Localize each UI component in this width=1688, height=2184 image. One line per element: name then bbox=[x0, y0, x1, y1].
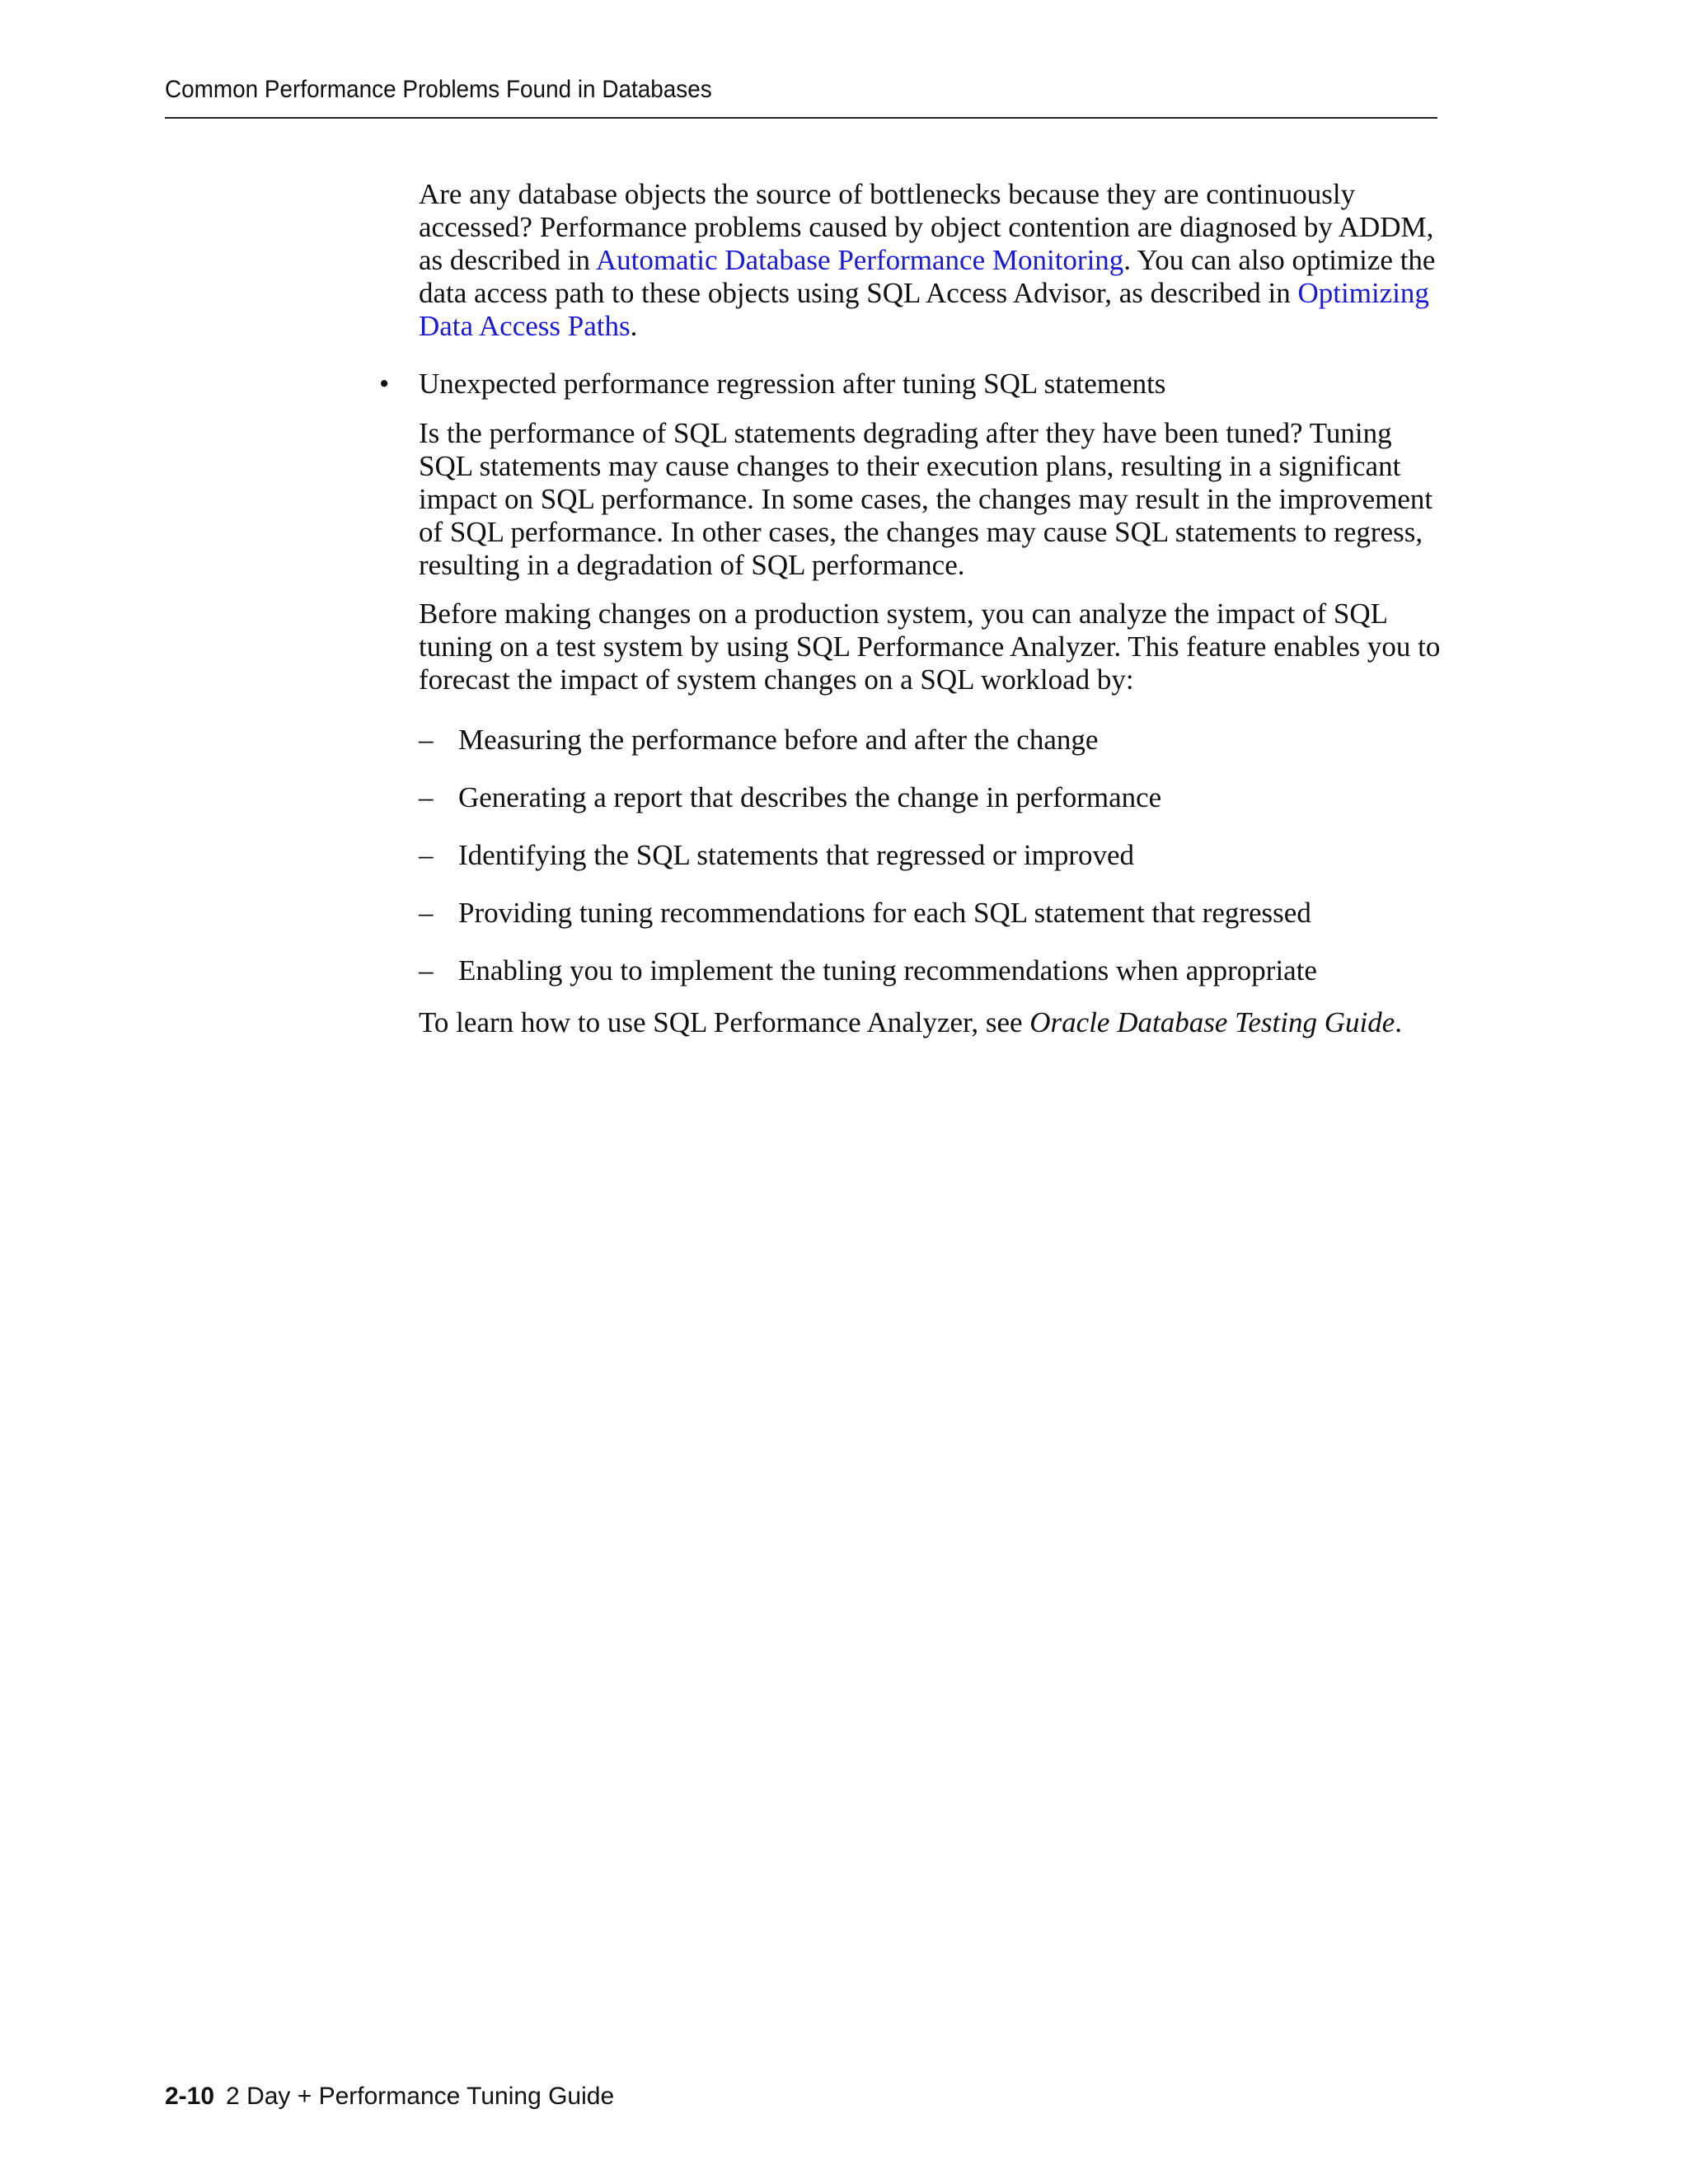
page-number: 2-10 bbox=[165, 2083, 215, 2110]
page-footer bbox=[165, 2083, 614, 2111]
dash-list-item-label: Generating a report that describes the change in performance bbox=[458, 781, 1162, 813]
dash-list-item bbox=[419, 781, 1441, 814]
dash-icon: – bbox=[419, 781, 434, 813]
paragraph-object-contention bbox=[419, 178, 1441, 343]
dash-list-item bbox=[419, 897, 1441, 930]
paragraph-text: . bbox=[1395, 1006, 1403, 1038]
dash-list-item-label: Measuring the performance before and after the change bbox=[458, 724, 1099, 756]
link-optimizing-data-access-paths[interactable]: Optimizing Data Access Paths bbox=[419, 277, 1429, 342]
paragraph-text: Are any database objects the source of bottlenecks because they are continuously accessed? Performance problems caused by object contention are diagnosed by ADDM, as described in bbox=[419, 178, 1434, 276]
dash-list-item bbox=[419, 724, 1441, 757]
footer-book-title: 2 Day + Performance Tuning Guide bbox=[226, 2083, 615, 2110]
running-header: Common Performance Problems Found in Databases bbox=[165, 76, 712, 103]
paragraph-learn-more bbox=[419, 1006, 1441, 1039]
paragraph-text: . You can also optimize the data access path to these objects using SQL Access Advisor, as described in bbox=[419, 244, 1436, 309]
dash-list-item bbox=[419, 839, 1441, 872]
paragraph-sql-performance-analyzer: Before making changes on a production system, you can analyze the impact of SQL tuning on a test system by using SQL Performance Analyzer. This feature enables you to forecast the impact of system changes on a SQL workload by: bbox=[419, 598, 1441, 696]
dash-list-item bbox=[419, 954, 1441, 987]
paragraph-text: . bbox=[630, 310, 638, 342]
dash-icon: – bbox=[419, 839, 434, 871]
paragraph-text: To learn how to use SQL Performance Analyzer, see bbox=[419, 1006, 1030, 1038]
link-automatic-database-performance-monitoring[interactable]: Automatic Database Performance Monitoring bbox=[595, 244, 1124, 276]
bullet-item-label: Unexpected performance regression after tuning SQL statements bbox=[419, 368, 1166, 400]
dash-list-item-label: Enabling you to implement the tuning recommendations when appropriate bbox=[458, 954, 1317, 987]
dash-icon: – bbox=[419, 954, 434, 987]
paragraph-regression-details: Is the performance of SQL statements degrading after they have been tuned? Tuning SQL statements may cause changes to their execution plans, resulting in a significant impact on SQL performance. In some cases, the changes may result in the improvement of SQL performance. In other cases, the changes may cause SQL statements to regress, resulting in a degradation of SQL performance. bbox=[419, 417, 1433, 581]
book-title-reference: Oracle Database Testing Guide bbox=[1029, 1006, 1395, 1038]
dash-icon: – bbox=[419, 724, 434, 756]
header-rule bbox=[165, 117, 1437, 119]
dash-list-item-label: Identifying the SQL statements that regressed or improved bbox=[458, 839, 1135, 871]
dash-list-item-label: Providing tuning recommendations for each SQL statement that regressed bbox=[458, 897, 1311, 929]
bullet-icon: • bbox=[379, 368, 390, 400]
dash-icon: – bbox=[419, 897, 434, 929]
